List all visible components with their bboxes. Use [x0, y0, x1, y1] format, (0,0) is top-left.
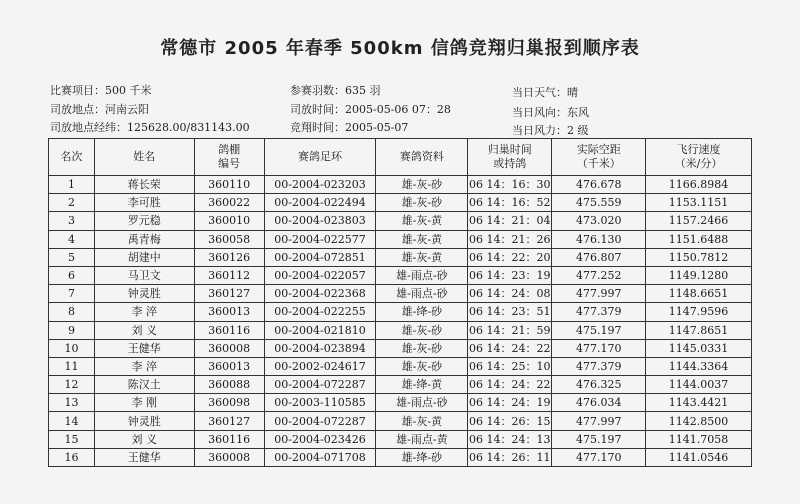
table-row	[49, 448, 752, 466]
table-row	[49, 248, 752, 266]
cell-ring-number: 00-2004-022368	[264, 285, 376, 303]
cell-distance: 477.997	[552, 412, 646, 430]
cell-loft-id: 360127	[194, 285, 264, 303]
header-name: 姓名	[94, 139, 194, 176]
weather: 当日天气：晴	[512, 86, 578, 99]
cell-arrival-time: 06 14：21：04	[468, 212, 552, 230]
cell-rank: 12	[49, 376, 95, 394]
cell-name: 刘 义	[94, 321, 194, 339]
cell-name: 李 淬	[94, 357, 194, 375]
cell-name: 陈汉土	[94, 376, 194, 394]
cell-loft-id: 360112	[194, 266, 264, 284]
cell-ring-number: 00-2003-110585	[264, 394, 376, 412]
cell-name: 胡建中	[94, 248, 194, 266]
header-velocity: 飞行速度 （米/分）	[646, 139, 752, 176]
results-table	[48, 138, 752, 467]
cell-distance: 476.807	[552, 248, 646, 266]
table-row	[49, 266, 752, 284]
cell-pigeon-info: 雄-绛-砂	[376, 303, 468, 321]
cell-ring-number: 00-2004-072851	[264, 248, 376, 266]
cell-pigeon-info: 雄-灰-砂	[376, 194, 468, 212]
cell-arrival-time: 06 14：21：59	[468, 321, 552, 339]
cell-name: 钟灵胜	[94, 285, 194, 303]
cell-rank: 15	[49, 430, 95, 448]
cell-velocity: 1153.1151	[646, 194, 752, 212]
cell-velocity: 1150.7812	[646, 248, 752, 266]
table-row	[49, 394, 752, 412]
cell-name: 王健华	[94, 339, 194, 357]
table-row	[49, 230, 752, 248]
cell-name: 罗元稳	[94, 212, 194, 230]
cell-distance: 475.197	[552, 430, 646, 448]
cell-name: 禹青梅	[94, 230, 194, 248]
cell-distance: 473.020	[552, 212, 646, 230]
cell-loft-id: 360116	[194, 430, 264, 448]
cell-distance: 477.170	[552, 448, 646, 466]
cell-pigeon-info: 雄-灰-砂	[376, 357, 468, 375]
cell-name: 王健华	[94, 448, 194, 466]
cell-ring-number: 00-2002-024617	[264, 357, 376, 375]
cell-ring-number: 00-2004-072287	[264, 376, 376, 394]
cell-distance: 476.325	[552, 376, 646, 394]
cell-arrival-time: 06 14：26：11	[468, 448, 552, 466]
cell-pigeon-info: 雄-绛-砂	[376, 448, 468, 466]
race-item: 比赛项目：500 千米	[50, 84, 152, 97]
cell-pigeon-info: 雄-灰-砂	[376, 321, 468, 339]
cell-arrival-time: 06 14：24：22	[468, 339, 552, 357]
cell-rank: 16	[49, 448, 95, 466]
cell-velocity: 1144.0037	[646, 376, 752, 394]
cell-velocity: 1147.9596	[646, 303, 752, 321]
cell-pigeon-info: 雄-雨点-砂	[376, 266, 468, 284]
cell-pigeon-info: 雄-灰-黄	[376, 230, 468, 248]
cell-rank: 13	[49, 394, 95, 412]
cell-arrival-time: 06 14：23：19	[468, 266, 552, 284]
cell-name: 李可胜	[94, 194, 194, 212]
wind-direction: 当日风向：东风	[512, 106, 589, 119]
cell-rank: 7	[49, 285, 95, 303]
cell-distance: 475.197	[552, 321, 646, 339]
cell-loft-id: 360088	[194, 376, 264, 394]
cell-loft-id: 360098	[194, 394, 264, 412]
cell-loft-id: 360008	[194, 448, 264, 466]
table-row	[49, 376, 752, 394]
cell-ring-number: 00-2004-022494	[264, 194, 376, 212]
cell-arrival-time: 06 14：16：30	[468, 176, 552, 194]
cell-velocity: 1142.8500	[646, 412, 752, 430]
table-row	[49, 285, 752, 303]
header-rank: 名次	[49, 139, 95, 176]
cell-velocity: 1151.6488	[646, 230, 752, 248]
cell-loft-id: 360022	[194, 194, 264, 212]
cell-velocity: 1145.0331	[646, 339, 752, 357]
cell-loft-id: 360010	[194, 212, 264, 230]
cell-distance: 477.170	[552, 339, 646, 357]
cell-loft-id: 360116	[194, 321, 264, 339]
cell-ring-number: 00-2004-023894	[264, 339, 376, 357]
cell-loft-id: 360126	[194, 248, 264, 266]
cell-arrival-time: 06 14：24：13	[468, 430, 552, 448]
table-row	[49, 176, 752, 194]
entry-count: 参赛羽数：635 羽	[290, 84, 381, 97]
cell-rank: 6	[49, 266, 95, 284]
cell-rank: 3	[49, 212, 95, 230]
cell-rank: 2	[49, 194, 95, 212]
cell-pigeon-info: 雄-雨点-黄	[376, 430, 468, 448]
release-time: 司放时间：2005-05-06 07：28	[290, 103, 451, 116]
cell-loft-id: 360008	[194, 339, 264, 357]
header-loft-id: 鸽棚 编号	[194, 139, 264, 176]
cell-ring-number: 00-2004-022255	[264, 303, 376, 321]
cell-pigeon-info: 雄-灰-砂	[376, 339, 468, 357]
cell-arrival-time: 06 14：25：10	[468, 357, 552, 375]
cell-rank: 1	[49, 176, 95, 194]
header-distance: 实际空距 （千米）	[552, 139, 646, 176]
cell-arrival-time: 06 14：24：22	[468, 376, 552, 394]
table-row	[49, 430, 752, 448]
table-row	[49, 303, 752, 321]
cell-arrival-time: 06 14：16：52	[468, 194, 552, 212]
cell-distance: 476.034	[552, 394, 646, 412]
table-row	[49, 212, 752, 230]
cell-loft-id: 360110	[194, 176, 264, 194]
cell-distance: 476.678	[552, 176, 646, 194]
cell-loft-id: 360013	[194, 303, 264, 321]
cell-name: 蒋长荣	[94, 176, 194, 194]
cell-arrival-time: 06 14：21：26	[468, 230, 552, 248]
cell-pigeon-info: 雄-雨点-砂	[376, 285, 468, 303]
cell-distance: 476.130	[552, 230, 646, 248]
cell-arrival-time: 06 14：24：08	[468, 285, 552, 303]
table-row	[49, 412, 752, 430]
cell-pigeon-info: 雄-灰-砂	[376, 176, 468, 194]
header-arrival-time: 归巢时间 或持鸽	[468, 139, 552, 176]
cell-rank: 4	[49, 230, 95, 248]
cell-rank: 14	[49, 412, 95, 430]
race-date: 竞翔时间：2005-05-07	[290, 121, 409, 134]
cell-pigeon-info: 雄-灰-黄	[376, 248, 468, 266]
cell-ring-number: 00-2004-022577	[264, 230, 376, 248]
cell-ring-number: 00-2004-071708	[264, 448, 376, 466]
cell-ring-number: 00-2004-021810	[264, 321, 376, 339]
cell-rank: 5	[49, 248, 95, 266]
cell-rank: 11	[49, 357, 95, 375]
cell-rank: 9	[49, 321, 95, 339]
cell-name: 马卫文	[94, 266, 194, 284]
cell-velocity: 1147.8651	[646, 321, 752, 339]
wind-force: 当日风力：2 级	[512, 124, 589, 137]
cell-ring-number: 00-2004-072287	[264, 412, 376, 430]
cell-velocity: 1157.2466	[646, 212, 752, 230]
cell-velocity: 1141.7058	[646, 430, 752, 448]
cell-arrival-time: 06 14：22：20	[468, 248, 552, 266]
cell-arrival-time: 06 14：24：19	[468, 394, 552, 412]
cell-pigeon-info: 雄-灰-黄	[376, 412, 468, 430]
cell-loft-id: 360058	[194, 230, 264, 248]
cell-loft-id: 360127	[194, 412, 264, 430]
cell-name: 李 刚	[94, 394, 194, 412]
header-pigeon-info: 赛鸽资料	[376, 139, 468, 176]
cell-distance: 477.252	[552, 266, 646, 284]
table-row	[49, 339, 752, 357]
table-row	[49, 194, 752, 212]
cell-distance: 477.379	[552, 303, 646, 321]
cell-arrival-time: 06 14：26：15	[468, 412, 552, 430]
table-row	[49, 357, 752, 375]
cell-velocity: 1148.6651	[646, 285, 752, 303]
cell-name: 李 淬	[94, 303, 194, 321]
cell-rank: 8	[49, 303, 95, 321]
cell-ring-number: 00-2004-023203	[264, 176, 376, 194]
cell-distance: 477.379	[552, 357, 646, 375]
release-coordinates: 司放地点经纬：125628.00/831143.00	[50, 121, 250, 134]
cell-ring-number: 00-2004-022057	[264, 266, 376, 284]
page-title: 常德市 2005 年春季 500km 信鸽竞翔归巢报到顺序表	[160, 38, 640, 59]
table-header-row	[49, 139, 752, 176]
cell-distance: 477.997	[552, 285, 646, 303]
cell-velocity: 1166.8984	[646, 176, 752, 194]
release-place: 司放地点：河南云阳	[50, 103, 149, 116]
cell-velocity: 1143.4421	[646, 394, 752, 412]
cell-rank: 10	[49, 339, 95, 357]
cell-ring-number: 00-2004-023803	[264, 212, 376, 230]
cell-velocity: 1144.3364	[646, 357, 752, 375]
cell-pigeon-info: 雄-绛-黄	[376, 376, 468, 394]
cell-velocity: 1141.0546	[646, 448, 752, 466]
cell-name: 刘 义	[94, 430, 194, 448]
cell-ring-number: 00-2004-023426	[264, 430, 376, 448]
cell-pigeon-info: 雄-雨点-砂	[376, 394, 468, 412]
cell-loft-id: 360013	[194, 357, 264, 375]
table-row	[49, 321, 752, 339]
cell-distance: 475.559	[552, 194, 646, 212]
cell-arrival-time: 06 14：23：51	[468, 303, 552, 321]
cell-pigeon-info: 雄-灰-黄	[376, 212, 468, 230]
cell-velocity: 1149.1280	[646, 266, 752, 284]
cell-name: 钟灵胜	[94, 412, 194, 430]
header-ring-number: 赛鸽足环	[264, 139, 376, 176]
